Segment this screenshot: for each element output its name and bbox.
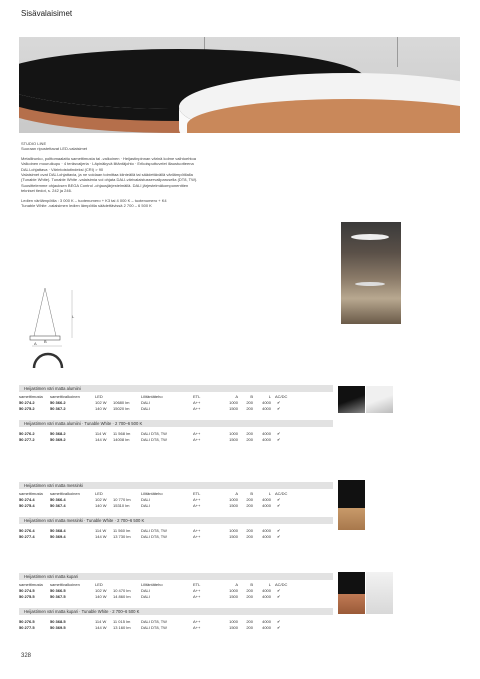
spec-table (19, 430, 294, 442)
table-cell: 50 368.2 (50, 430, 66, 436)
table-cell: A++ (193, 430, 201, 436)
table-cell: A++ (193, 502, 201, 508)
table-cell: Lilitäntäteho (141, 393, 163, 399)
table-cell: DALI DT8, TW (141, 430, 167, 436)
table-cell: ✔ (277, 624, 281, 630)
table-cell: DALI (141, 502, 150, 508)
table-cell: DALI DT8, TW (141, 624, 167, 630)
finish-swatch-copper-black (338, 572, 365, 594)
table-cell: 1000 (229, 587, 238, 593)
description-line: Metallirunko, polttomaalattu samettimusta tai -valkoinen · Heijastinpinnan värinä kolme vaihtoehtoa (21, 155, 196, 161)
table-row (19, 533, 294, 539)
table-cell: 50 276.2 (19, 430, 35, 436)
table-cell: 13 730 lm (113, 533, 131, 539)
table-row (19, 624, 294, 630)
table-cell: 114 W (95, 618, 107, 624)
table-cell: 200 (246, 405, 253, 411)
table-cell: 1500 (229, 502, 238, 508)
table-cell: 50 366.5 (50, 587, 66, 593)
table-cell: 4000 (262, 436, 271, 442)
table-cell: ✔ (277, 436, 281, 442)
description-line: DALI-ohjattava · Värintoistotindeksi (CRI) > 90 (21, 166, 104, 172)
table-cell: 15020 lm (113, 405, 130, 411)
spec-table (19, 490, 294, 508)
hero-image (19, 37, 460, 133)
table-cell: 4000 (262, 624, 271, 630)
table-cell: 1000 (229, 496, 238, 502)
spec-table (19, 581, 294, 599)
table-cell: ✔ (277, 399, 281, 405)
table-cell: ETL (193, 393, 201, 399)
pendant-luminaires-illustration (19, 37, 460, 133)
table-cell: 4000 (262, 502, 271, 508)
table-cell: ETL (193, 581, 201, 587)
table-cell: 200 (246, 399, 253, 405)
table-cell: Lilitäntäteho (141, 490, 163, 496)
text: Heijastimen väri matta kupari · Tunable White · 2 700–6 500 K (24, 609, 140, 614)
table-cell: B (250, 490, 253, 496)
table-cell: AC/DC (275, 490, 288, 496)
text: Heijastimen väri matta alumiini · Tunable White · 2 700–6 500 K (24, 421, 143, 426)
table-cell: A++ (193, 496, 201, 502)
table-cell: 50 277.2 (19, 436, 35, 442)
table-header-row (19, 393, 294, 399)
section-band (19, 573, 333, 580)
table-cell: 10680 lm (113, 399, 130, 405)
table-cell: 1500 (229, 624, 238, 630)
table-cell: 1000 (229, 430, 238, 436)
table-cell: 4000 (262, 430, 271, 436)
table-cell: 140 W (95, 405, 107, 411)
table-cell: DALI (141, 399, 150, 405)
table-cell: B (250, 581, 253, 587)
table-cell: LED (95, 490, 103, 496)
table-cell: ✔ (277, 430, 281, 436)
table-cell: 4000 (262, 405, 271, 411)
tunable-white-note: Tunable White -valaisimen ledien lämpötila säädettävissä 2 700 – 6 500 K (21, 203, 152, 209)
finish-swatch-aluminium-black (338, 386, 365, 413)
description-line: Valkoinen mouruikupu · 4 teräsvaijeria · Läpinäkyvä liitäntäjohto · Erikoisputtuvelet illaustuotteena (21, 161, 194, 167)
table-cell: 144 W (95, 436, 107, 442)
table-cell: AC/DC (275, 393, 288, 399)
table-cell: 50 369.2 (50, 436, 66, 442)
finish-swatch-brass (338, 508, 365, 530)
product-line-subtitle: Suoraan ripustettavat LED-valaisimet (21, 146, 88, 152)
table-cell: 50 274.4 (19, 496, 35, 502)
intro-block (21, 141, 321, 208)
table-cell: 200 (246, 593, 253, 599)
table-row (19, 527, 294, 533)
table-cell: 200 (246, 430, 253, 436)
table-cell: 50 369.5 (50, 624, 66, 630)
table-cell: 11 015 lm (113, 618, 131, 624)
table-cell: A++ (193, 527, 201, 533)
text: Heijastimen väri matta messinki · Tunable White · 2 700–6 500 K (24, 518, 145, 523)
table-cell: samettivalkoinen (50, 490, 80, 496)
table-cell: 200 (246, 618, 253, 624)
table-cell: 4000 (262, 399, 271, 405)
table-header-row (19, 490, 294, 496)
table-cell: LED (95, 393, 103, 399)
description-line: (Tunable White). Tunable White -valaisimia voi ohjata DALI-värivalaistusservaliparusella (DT8, TW). (21, 177, 198, 183)
table-cell: ✔ (277, 618, 281, 624)
table-cell: 1000 (229, 618, 238, 624)
table-cell: 50 274.2 (19, 399, 35, 405)
table-cell: 50 367.5 (50, 593, 66, 599)
table-cell: 200 (246, 533, 253, 539)
table-cell: 4000 (262, 496, 271, 502)
table-cell: 4000 (262, 533, 271, 539)
table-cell: 11 560 lm (113, 527, 131, 533)
table-cell: DALI DT8, TW (141, 527, 167, 533)
table-cell: 144 W (95, 533, 107, 539)
dimension-label-l: L (72, 314, 75, 319)
table-cell: 50 366.4 (50, 496, 66, 502)
table-cell: DALI DT8, TW (141, 533, 167, 539)
table-cell: A++ (193, 405, 201, 411)
table-cell: ✔ (277, 496, 281, 502)
section-band (19, 385, 333, 392)
table-cell: LED (95, 581, 103, 587)
table-cell: 140 W (95, 502, 107, 508)
table-cell: 50 277.5 (19, 624, 35, 630)
finish-swatch-brass-black (338, 480, 365, 508)
table-cell: 50 274.5 (19, 587, 35, 593)
table-cell: 10 770 lm (113, 496, 131, 502)
section-band (19, 420, 333, 427)
dimension-label-a: A (34, 341, 37, 346)
description-line: Valaisimet ovat DALI-ohjattavia, ja ne voidaan toimittaa kiinteällä tai säädettävällä värilämpötilalla (21, 172, 193, 178)
table-cell: DALI DT8, TW (141, 436, 167, 442)
table-cell: ✔ (277, 527, 281, 533)
table-row (19, 502, 294, 508)
table-cell: ETL (193, 490, 201, 496)
table-cell: B (250, 393, 253, 399)
table-cell: AC/DC (275, 581, 288, 587)
table-cell: A++ (193, 618, 201, 624)
table-cell: 1000 (229, 399, 238, 405)
product-line-name: STUDIO LINE (21, 141, 47, 146)
table-cell: A (235, 393, 238, 399)
table-cell: ✔ (277, 587, 281, 593)
table-cell: 50 277.4 (19, 533, 35, 539)
section-band (19, 608, 333, 615)
interior-photo (341, 222, 401, 324)
table-cell: L (268, 581, 271, 587)
table-cell: 1000 (229, 527, 238, 533)
table-cell: 140 W (95, 593, 107, 599)
table-cell: 144 W (95, 624, 107, 630)
table-cell: samettimusta (19, 490, 43, 496)
table-cell: 114 W (95, 430, 107, 436)
table-cell: 11 568 lm (113, 430, 131, 436)
table-cell: ✔ (277, 502, 281, 508)
table-cell: ✔ (277, 405, 281, 411)
table-cell: 50 367.4 (50, 502, 66, 508)
table-cell: 4000 (262, 527, 271, 533)
table-cell: 4000 (262, 593, 271, 599)
table-cell: L (268, 490, 271, 496)
table-cell: A (235, 581, 238, 587)
table-cell: 200 (246, 436, 253, 442)
table-cell: 10 470 lm (113, 587, 131, 593)
table-cell: 114 W (95, 527, 107, 533)
table-cell: DALI DT8, TW (141, 618, 167, 624)
table-row (19, 618, 294, 624)
table-cell: samettimusta (19, 581, 43, 587)
table-cell: 14 860 lm (113, 593, 131, 599)
finish-swatch-aluminium-white (366, 386, 393, 413)
table-cell: 200 (246, 527, 253, 533)
table-cell: 200 (246, 587, 253, 593)
table-cell: DALI (141, 496, 150, 502)
table-cell: 50 275.5 (19, 593, 35, 599)
finish-swatch-copper (338, 594, 365, 614)
table-cell: 102 W (95, 399, 107, 405)
table-cell: 50 275.2 (19, 405, 35, 411)
table-cell: 200 (246, 502, 253, 508)
table-cell: 50 276.5 (19, 618, 35, 624)
table-row (19, 405, 294, 411)
table-cell: A (235, 490, 238, 496)
table-cell: Lilitäntäteho (141, 581, 163, 587)
table-header-row (19, 581, 294, 587)
table-cell: A++ (193, 593, 201, 599)
table-cell: L (268, 393, 271, 399)
table-cell: 15310 lm (113, 502, 130, 508)
spec-table (19, 393, 294, 411)
table-cell: DALI (141, 593, 150, 599)
page-title: Sisävalaisimet (21, 9, 73, 18)
section-band (19, 482, 333, 489)
description-line: tekniset tiedot, s. 242 ja 246. (21, 188, 72, 194)
table-cell: 102 W (95, 587, 107, 593)
table-cell: 1500 (229, 436, 238, 442)
finish-swatch-copper-white (366, 572, 393, 614)
table-cell: A++ (193, 533, 201, 539)
table-cell: 50 369.4 (50, 533, 66, 539)
table-cell: ✔ (277, 533, 281, 539)
table-cell: DALI (141, 587, 150, 593)
text: Heijastimen väri matta alumiini (24, 386, 81, 391)
table-cell: 14008 lm (113, 436, 130, 442)
table-row (19, 430, 294, 436)
table-cell: ✔ (277, 593, 281, 599)
table-cell: A++ (193, 624, 201, 630)
table-cell: 1500 (229, 533, 238, 539)
table-cell: 50 366.2 (50, 399, 66, 405)
section-band (19, 517, 333, 524)
table-cell: 50 368.4 (50, 527, 66, 533)
spec-table (19, 618, 294, 630)
table-cell: A++ (193, 436, 201, 442)
table-cell: 13 160 lm (113, 624, 131, 630)
table-cell: samettimusta (19, 393, 43, 399)
description-line: Suosittelemme ohjauksen BEGA Control -ohjausjärjestelmällä. DALI järjestelmäkomponenttien (21, 182, 189, 188)
table-cell: 200 (246, 624, 253, 630)
table-cell: samettivalkoinen (50, 393, 80, 399)
table-row (19, 593, 294, 599)
color-temperature-note: Ledien värilämpötila : 3 000 K – tuotenumero + K3 tai 4 000 K – tuotenumero + K4 (21, 197, 167, 203)
table-row (19, 436, 294, 442)
spec-table (19, 527, 294, 539)
table-cell: 4000 (262, 618, 271, 624)
table-cell: samettivalkoinen (50, 581, 80, 587)
table-cell: 4000 (262, 587, 271, 593)
table-cell: 102 W (95, 496, 107, 502)
table-cell: 50 275.4 (19, 502, 35, 508)
table-cell: 1500 (229, 405, 238, 411)
dimension-drawing (26, 286, 98, 378)
table-cell: 50 276.4 (19, 527, 35, 533)
table-cell: 1500 (229, 593, 238, 599)
table-cell: 200 (246, 496, 253, 502)
table-cell: 50 367.2 (50, 405, 66, 411)
page-number: 328 (21, 653, 32, 659)
table-cell: DALI (141, 405, 150, 411)
table-cell: A++ (193, 399, 201, 405)
text: Heijastimen väri matta kupari (24, 574, 78, 579)
text: Heijastimen väri matta messinki (24, 483, 83, 488)
table-cell: A++ (193, 587, 201, 593)
dimension-label-b: B (44, 339, 47, 344)
table-cell: 50 368.5 (50, 618, 66, 624)
